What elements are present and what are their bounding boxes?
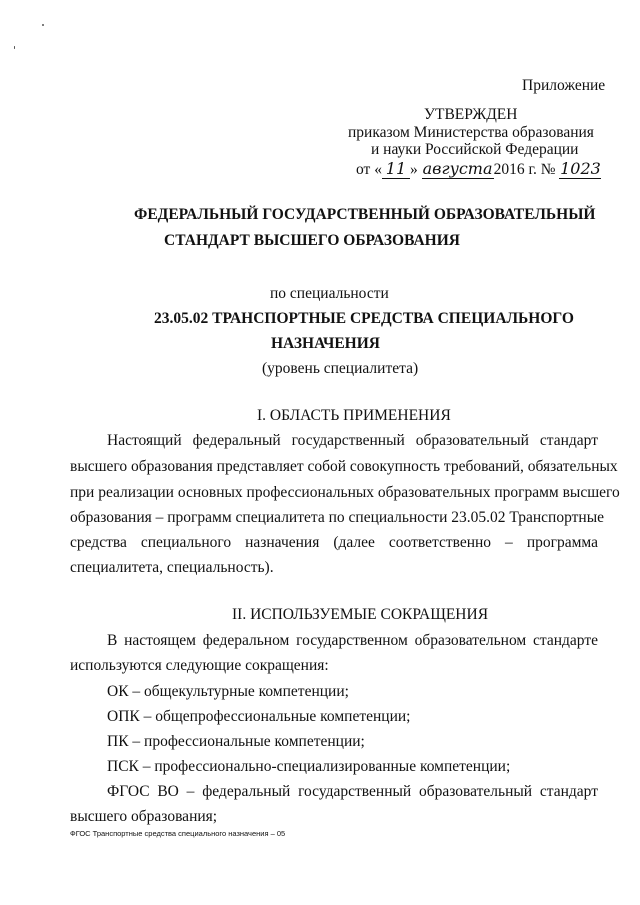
section-2-intro-line-2: используются следующие сокращения: (70, 657, 329, 674)
order-line-2: и науки Российской Федерации (371, 141, 579, 158)
specialty-level: (уровень специалитета) (262, 360, 419, 377)
handwritten-month: августа (422, 159, 493, 178)
document-title-line-2: СТАНДАРТ ВЫСШЕГО ОБРАЗОВАНИЯ (164, 232, 460, 249)
scan-speck (42, 24, 44, 26)
page-footer: ФГОС Транспортные средства специального назначения – 05 (70, 829, 286, 838)
approved-label: УТВЕРЖДЕН (424, 106, 518, 123)
abbreviation-item: ПК – профессиональные компетенции; (107, 733, 365, 750)
section-2-intro-line-1: В настоящем федеральном государственном образовательном стандарте (107, 632, 598, 649)
document-title-line-1: ФЕДЕРАЛЬНЫЙ ГОСУДАРСТВЕННЫЙ ОБРАЗОВАТЕЛЬНЫЙ (134, 206, 596, 223)
section-1-heading: I. ОБЛАСТЬ ПРИМЕНЕНИЯ (257, 407, 451, 424)
handwritten-order-number: 1023 (560, 159, 601, 178)
abbreviation-item: ПСК – профессионально-специализированные компетенции; (107, 758, 511, 775)
section-1-line: при реализации основных профессиональных образовательных программ высшего (70, 484, 620, 501)
section-1-line-last: специалитета, специальность). (70, 559, 274, 576)
fgos-line-1: ФГОС ВО – федеральный государственный образовательный стандарт (107, 783, 598, 800)
date-year: 2016 г. № (493, 161, 556, 178)
fgos-line-2: высшего образования; (70, 808, 218, 825)
scan-speck (14, 46, 15, 49)
section-1-line: образования – программ специалитета по специальности 23.05.02 Транспортные (70, 509, 604, 526)
order-date-line (356, 159, 601, 179)
appendix-label: Приложение (522, 77, 606, 94)
specialty-name-line-1: 23.05.02 ТРАНСПОРТНЫЕ СРЕДСТВА СПЕЦИАЛЬНОГО (154, 310, 574, 327)
abbreviation-item: ОК – общекультурные компетенции; (107, 683, 349, 700)
section-2-heading: II. ИСПОЛЬЗУЕМЫЕ СОКРАЩЕНИЯ (232, 606, 489, 623)
specialty-label: по специальности (270, 285, 389, 302)
specialty-name-line-2: НАЗНАЧЕНИЯ (271, 335, 380, 352)
abbreviation-item: ОПК – общепрофессиональные компетенции; (107, 708, 411, 725)
order-line-1: приказом Министерства образования (348, 124, 594, 141)
section-1-line: Настоящий федеральный государственный образовательный стандарт (107, 432, 598, 449)
handwritten-day: 11 (382, 159, 410, 179)
section-1-line: высшего образования представляет собой совокупность требований, обязательных (70, 458, 618, 475)
date-prefix: от « (356, 161, 382, 178)
date-mid: » (409, 161, 418, 178)
section-1-line: средства специального назначения (далее соответственно – программа (70, 534, 598, 551)
